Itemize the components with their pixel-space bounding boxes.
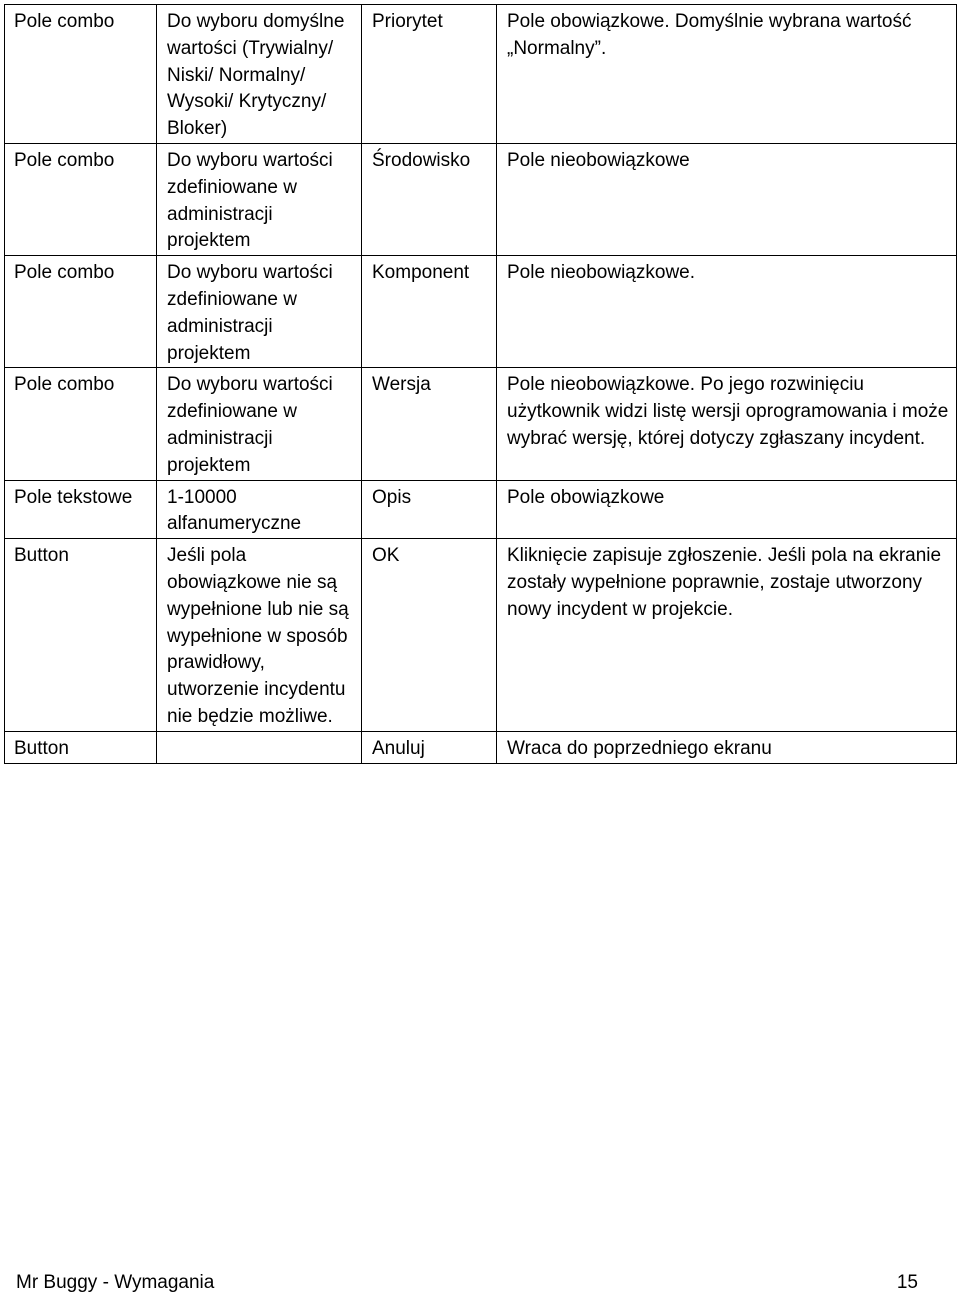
control-type-cell: Button [5,731,157,763]
table-row [5,368,957,480]
allowed-values-cell: Do wyboru wartości zdefiniowane w administracji projektem [157,143,362,255]
field-name-cell: Komponent [362,256,497,368]
allowed-values-cell: 1-10000 alfanumeryczne [157,480,362,539]
control-type-cell: Pole combo [5,5,157,144]
field-name-cell: Środowisko [362,143,497,255]
description-cell: Pole obowiązkowe [497,480,957,539]
table-row [5,143,957,255]
control-type-cell: Button [5,539,157,732]
page-footer [16,1270,918,1296]
field-name-cell: Wersja [362,368,497,480]
control-type-cell: Pole combo [5,256,157,368]
description-cell: Pole nieobowiązkowe. Po jego rozwinięciu użytkownik widzi listę wersji oprogramowania i może wybrać wersję, której dotyczy zgłaszany incydent. [497,368,957,480]
table-row [5,539,957,732]
field-name-cell: Anuluj [362,731,497,763]
description-cell: Wraca do poprzedniego ekranu [497,731,957,763]
description-cell: Pole nieobowiązkowe. [497,256,957,368]
control-type-cell: Pole combo [5,368,157,480]
description-cell: Pole nieobowiązkowe [497,143,957,255]
allowed-values-cell [157,731,362,763]
control-type-cell: Pole combo [5,143,157,255]
field-name-cell: Priorytet [362,5,497,144]
field-name-cell: OK [362,539,497,732]
allowed-values-cell: Do wyboru domyślne wartości (Trywialny/ Niski/ Normalny/ Wysoki/ Krytyczny/ Bloker) [157,5,362,144]
table-row [5,480,957,539]
allowed-values-cell: Jeśli pola obowiązkowe nie są wypełnione lub nie są wypełnione w sposób prawidłowy, utworzenie incydentu nie będzie możliwe. [157,539,362,732]
table-row [5,731,957,763]
field-name-cell: Opis [362,480,497,539]
table-row [5,256,957,368]
table-row [5,5,957,144]
description-cell: Kliknięcie zapisuje zgłoszenie. Jeśli pola na ekranie zostały wypełnione poprawnie, zostaje utworzony nowy incydent w projekcie. [497,539,957,732]
allowed-values-cell: Do wyboru wartości zdefiniowane w administracji projektem [157,368,362,480]
requirements-table [4,4,957,764]
allowed-values-cell: Do wyboru wartości zdefiniowane w administracji projektem [157,256,362,368]
page-number: 15 [896,1272,918,1293]
document-title: Mr Buggy - Wymagania [16,1272,215,1293]
control-type-cell: Pole tekstowe [5,480,157,539]
description-cell: Pole obowiązkowe. Domyślnie wybrana wartość „Normalny”. [497,5,957,144]
